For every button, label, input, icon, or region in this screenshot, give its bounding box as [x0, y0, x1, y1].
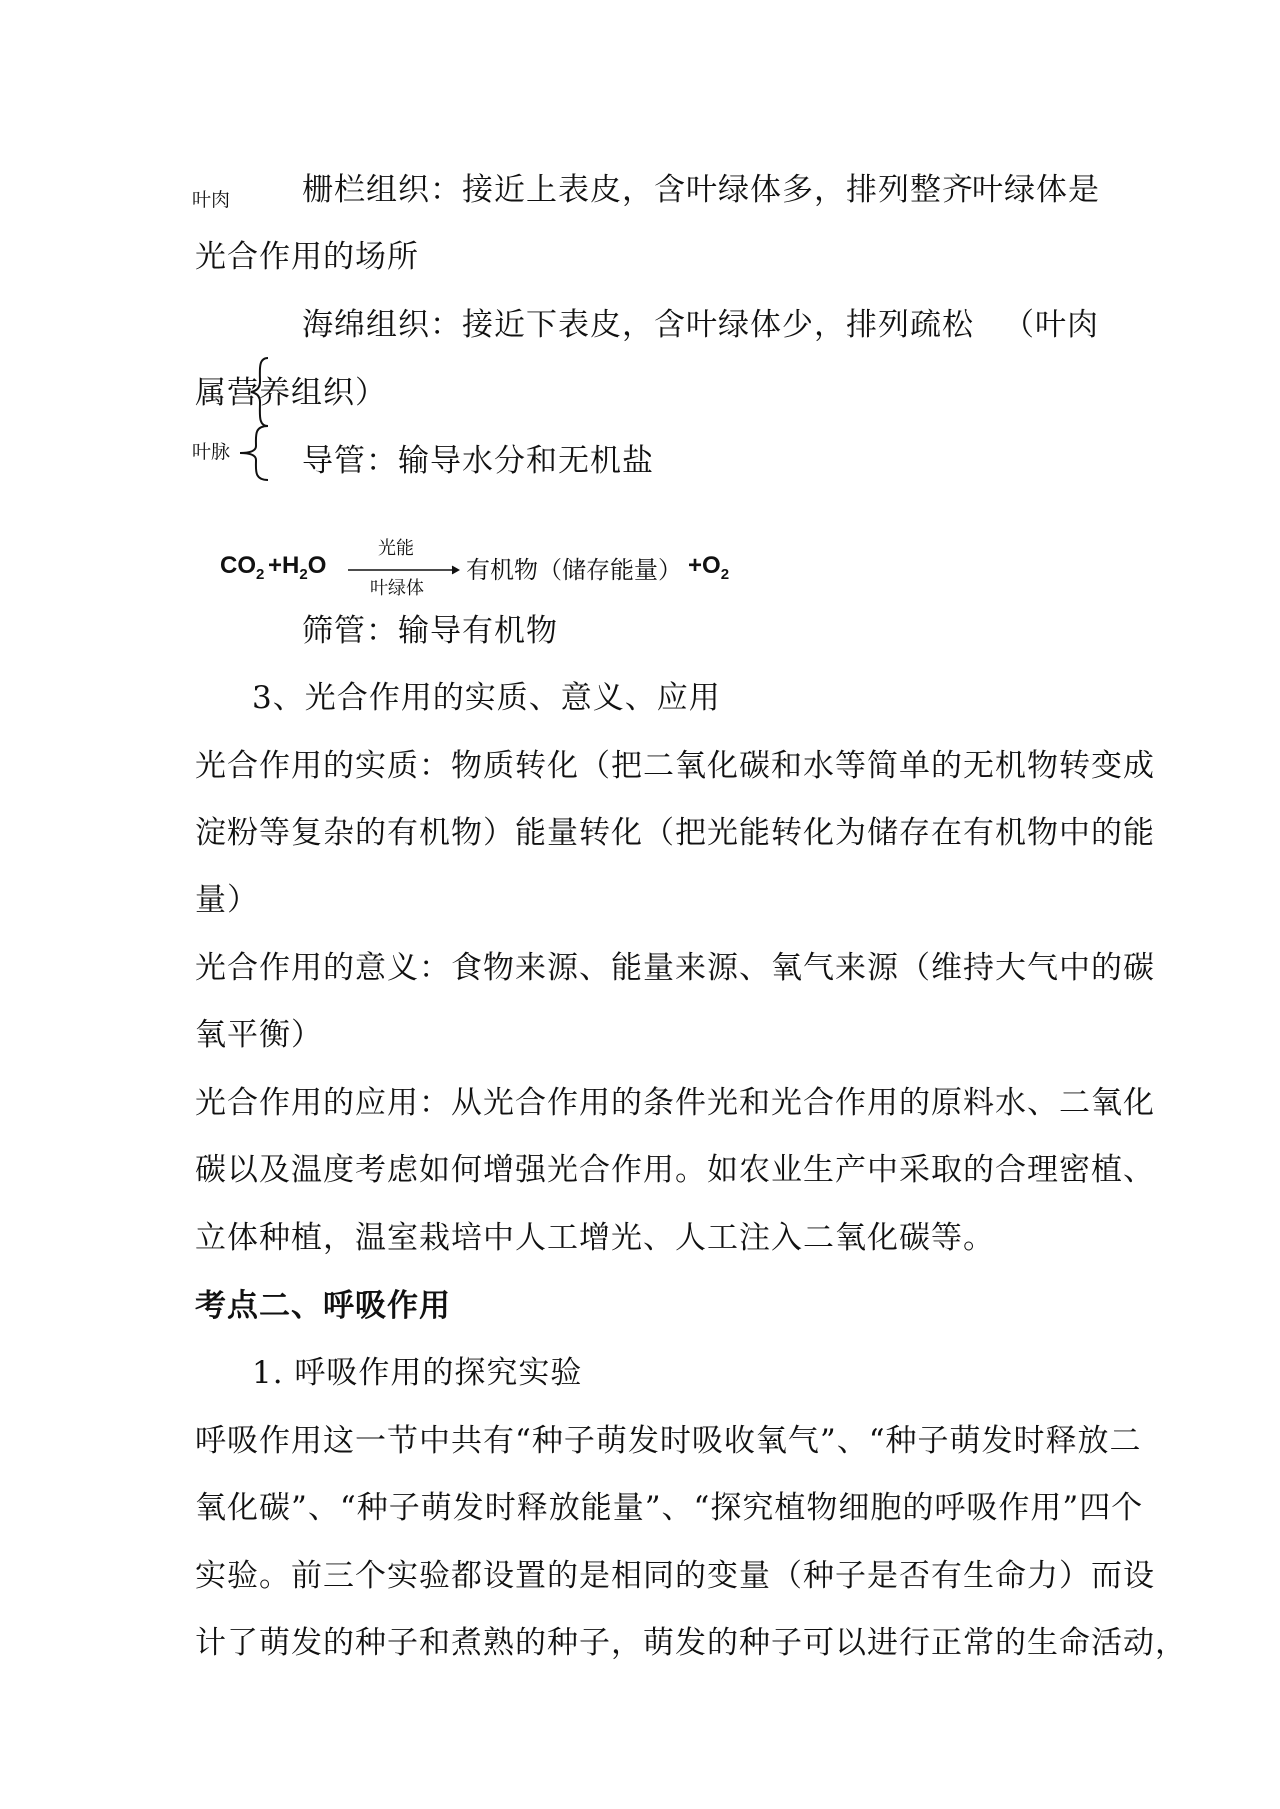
essence-line-3: 量）	[195, 882, 259, 918]
mesophyll-label: 叶肉	[192, 189, 231, 211]
sieve-tube-text: 筛管：输导有机物	[302, 613, 558, 649]
chloroplast-note-b: 光合作用的场所	[195, 239, 419, 275]
h2o-subscript: 2	[299, 565, 308, 583]
formula-product: 有机物（储存能量）	[466, 556, 682, 584]
essence-line-1: 光合作用的实质：物质转化（把二氧化碳和水等简单的无机物转变成	[195, 748, 1155, 784]
respiration-paragraph-line-2: 氧化碳”、“种子萌发时释放能量”、“探究植物细胞的呼吸作用”四个	[195, 1490, 1144, 1526]
vessel-text: 导管：输导水分和无机盐	[302, 443, 654, 479]
respiration-paragraph-line-1: 呼吸作用这一节中共有“种子萌发时吸收氧气”、“种子萌发时释放二	[195, 1423, 1142, 1459]
photosynthesis-equation	[220, 540, 760, 600]
o-text: O	[307, 552, 327, 579]
chloroplast-note-a: 叶绿体是	[972, 172, 1100, 208]
condition-chloroplast: 叶绿体	[370, 578, 424, 599]
point-2-subheading: 1. 呼吸作用的探究实验	[252, 1355, 583, 1391]
tissue-note-a: （叶肉	[1003, 307, 1099, 343]
tissue-note-b: 属营养组织）	[195, 375, 387, 411]
formula-product-o2	[688, 552, 729, 583]
essence-line-2: 淀粉等复杂的有机物）能量转化（把光能转化为储存在有机物中的能	[195, 815, 1155, 851]
application-line-2: 碳以及温度考虑如何增强光合作用。如农业生产中采取的合理密植、	[195, 1152, 1155, 1188]
spongy-tissue-text: 海绵组织：接近下表皮，含叶绿体少，排列疏松	[302, 307, 974, 343]
meaning-line-2: 氧平衡）	[195, 1017, 323, 1053]
formula-reactant-co2	[220, 552, 264, 583]
o2-subscript: 2	[720, 565, 730, 583]
respiration-paragraph-line-3: 实验。前三个实验都设置的是相同的变量（种子是否有生命力）而设	[195, 1558, 1155, 1594]
mesophyll-brace-icon	[248, 356, 272, 428]
formula-reactant-h2o	[268, 552, 326, 583]
vein-label: 叶脉	[192, 441, 231, 463]
application-line-1: 光合作用的应用：从光合作用的条件光和光合作用的原料水、二氧化	[195, 1085, 1155, 1121]
plus-h-text: +H	[268, 552, 300, 579]
o2-text: +O	[688, 552, 721, 579]
section-3-heading: 3、光合作用的实质、意义、应用	[252, 680, 721, 716]
meaning-line-1: 光合作用的意义：食物来源、能量来源、氧气来源（维持大气中的碳	[195, 950, 1155, 986]
vein-brace-icon	[238, 424, 272, 482]
co2-text: CO	[220, 552, 256, 579]
co2-subscript: 2	[256, 565, 265, 583]
condition-light: 光能	[378, 538, 414, 559]
palisade-tissue-text: 栅栏组织：接近上表皮，含叶绿体多，排列整齐	[302, 172, 974, 208]
point-2-heading: 考点二、呼吸作用	[195, 1288, 451, 1324]
application-line-3: 立体种植，温室栽培中人工增光、人工注入二氧化碳等。	[195, 1220, 995, 1256]
respiration-paragraph-line-4: 计了萌发的种子和煮熟的种子，萌发的种子可以进行正常的生命活动，	[195, 1625, 1187, 1661]
